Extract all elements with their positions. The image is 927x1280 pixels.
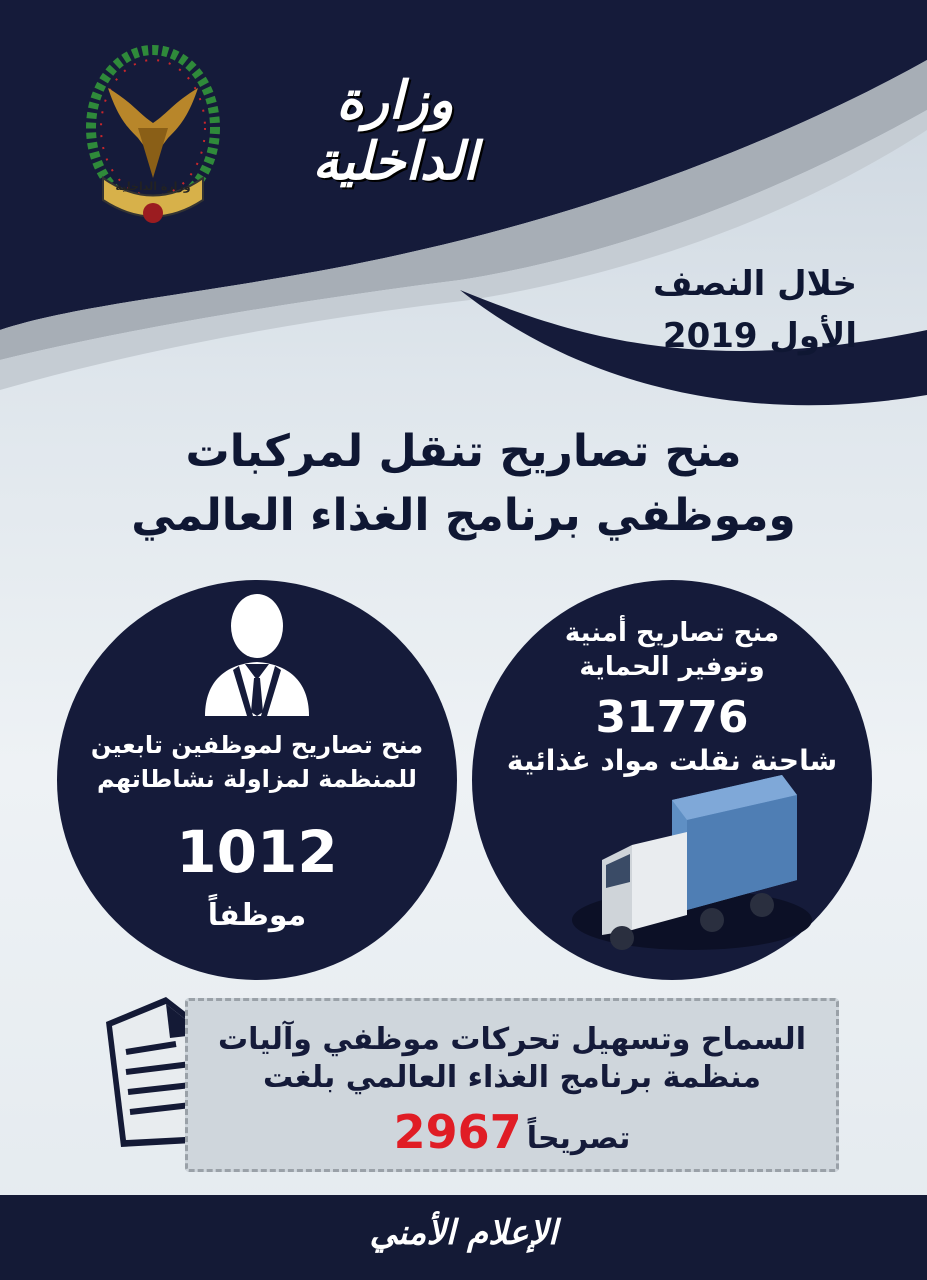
- trucks-caption: شاحنة نقلت مواد غذائية: [506, 744, 838, 777]
- permits-unit: تصريحاً: [526, 1121, 631, 1156]
- permits-line-2: منظمة برنامج الغذاء العالمي بلغت: [263, 1060, 761, 1095]
- period-line-1: خلال النصف: [653, 264, 857, 304]
- permits-number: 2967: [393, 1105, 522, 1159]
- footer-logo-text: الإعلام الأمني: [369, 1213, 558, 1253]
- period-line-2: الأول 2019: [662, 316, 857, 356]
- trucks-card: [472, 580, 872, 980]
- ministry-emblem: [78, 28, 228, 238]
- period-label: [653, 258, 857, 362]
- headline: [40, 420, 887, 548]
- permits-box: [185, 998, 839, 1172]
- permits-line-1: السماح وتسهيل تحركات موظفي وآليات: [218, 1022, 806, 1057]
- trucks-number: 31776: [595, 692, 749, 743]
- employees-unit: موظفاً: [207, 898, 307, 933]
- ministry-title: وزارة الداخلية: [312, 70, 478, 192]
- employees-number: 1012: [176, 818, 338, 886]
- trucks-line-2: وتوفير الحماية: [579, 652, 765, 682]
- employees-line-2: للمنظمة لمزاولة نشاطاتهم: [97, 765, 417, 793]
- eagle-emblem-icon: [78, 28, 228, 238]
- trucks-line-1: منح تصاريح أمنية: [564, 618, 780, 648]
- employees-line-1: منح تصاريح لموظفين تابعين: [90, 731, 424, 759]
- headline-line-1: منح تصاريح تنقل لمركبات: [185, 426, 742, 477]
- employees-card: [57, 580, 457, 980]
- truck-icon: [562, 770, 822, 955]
- headline-line-2: وموظفي برنامج الغذاء العالمي: [131, 490, 796, 541]
- person-icon: [197, 588, 317, 718]
- footer-bar: [0, 1195, 927, 1280]
- emblem-label: وزارة الداخلية: [115, 180, 191, 193]
